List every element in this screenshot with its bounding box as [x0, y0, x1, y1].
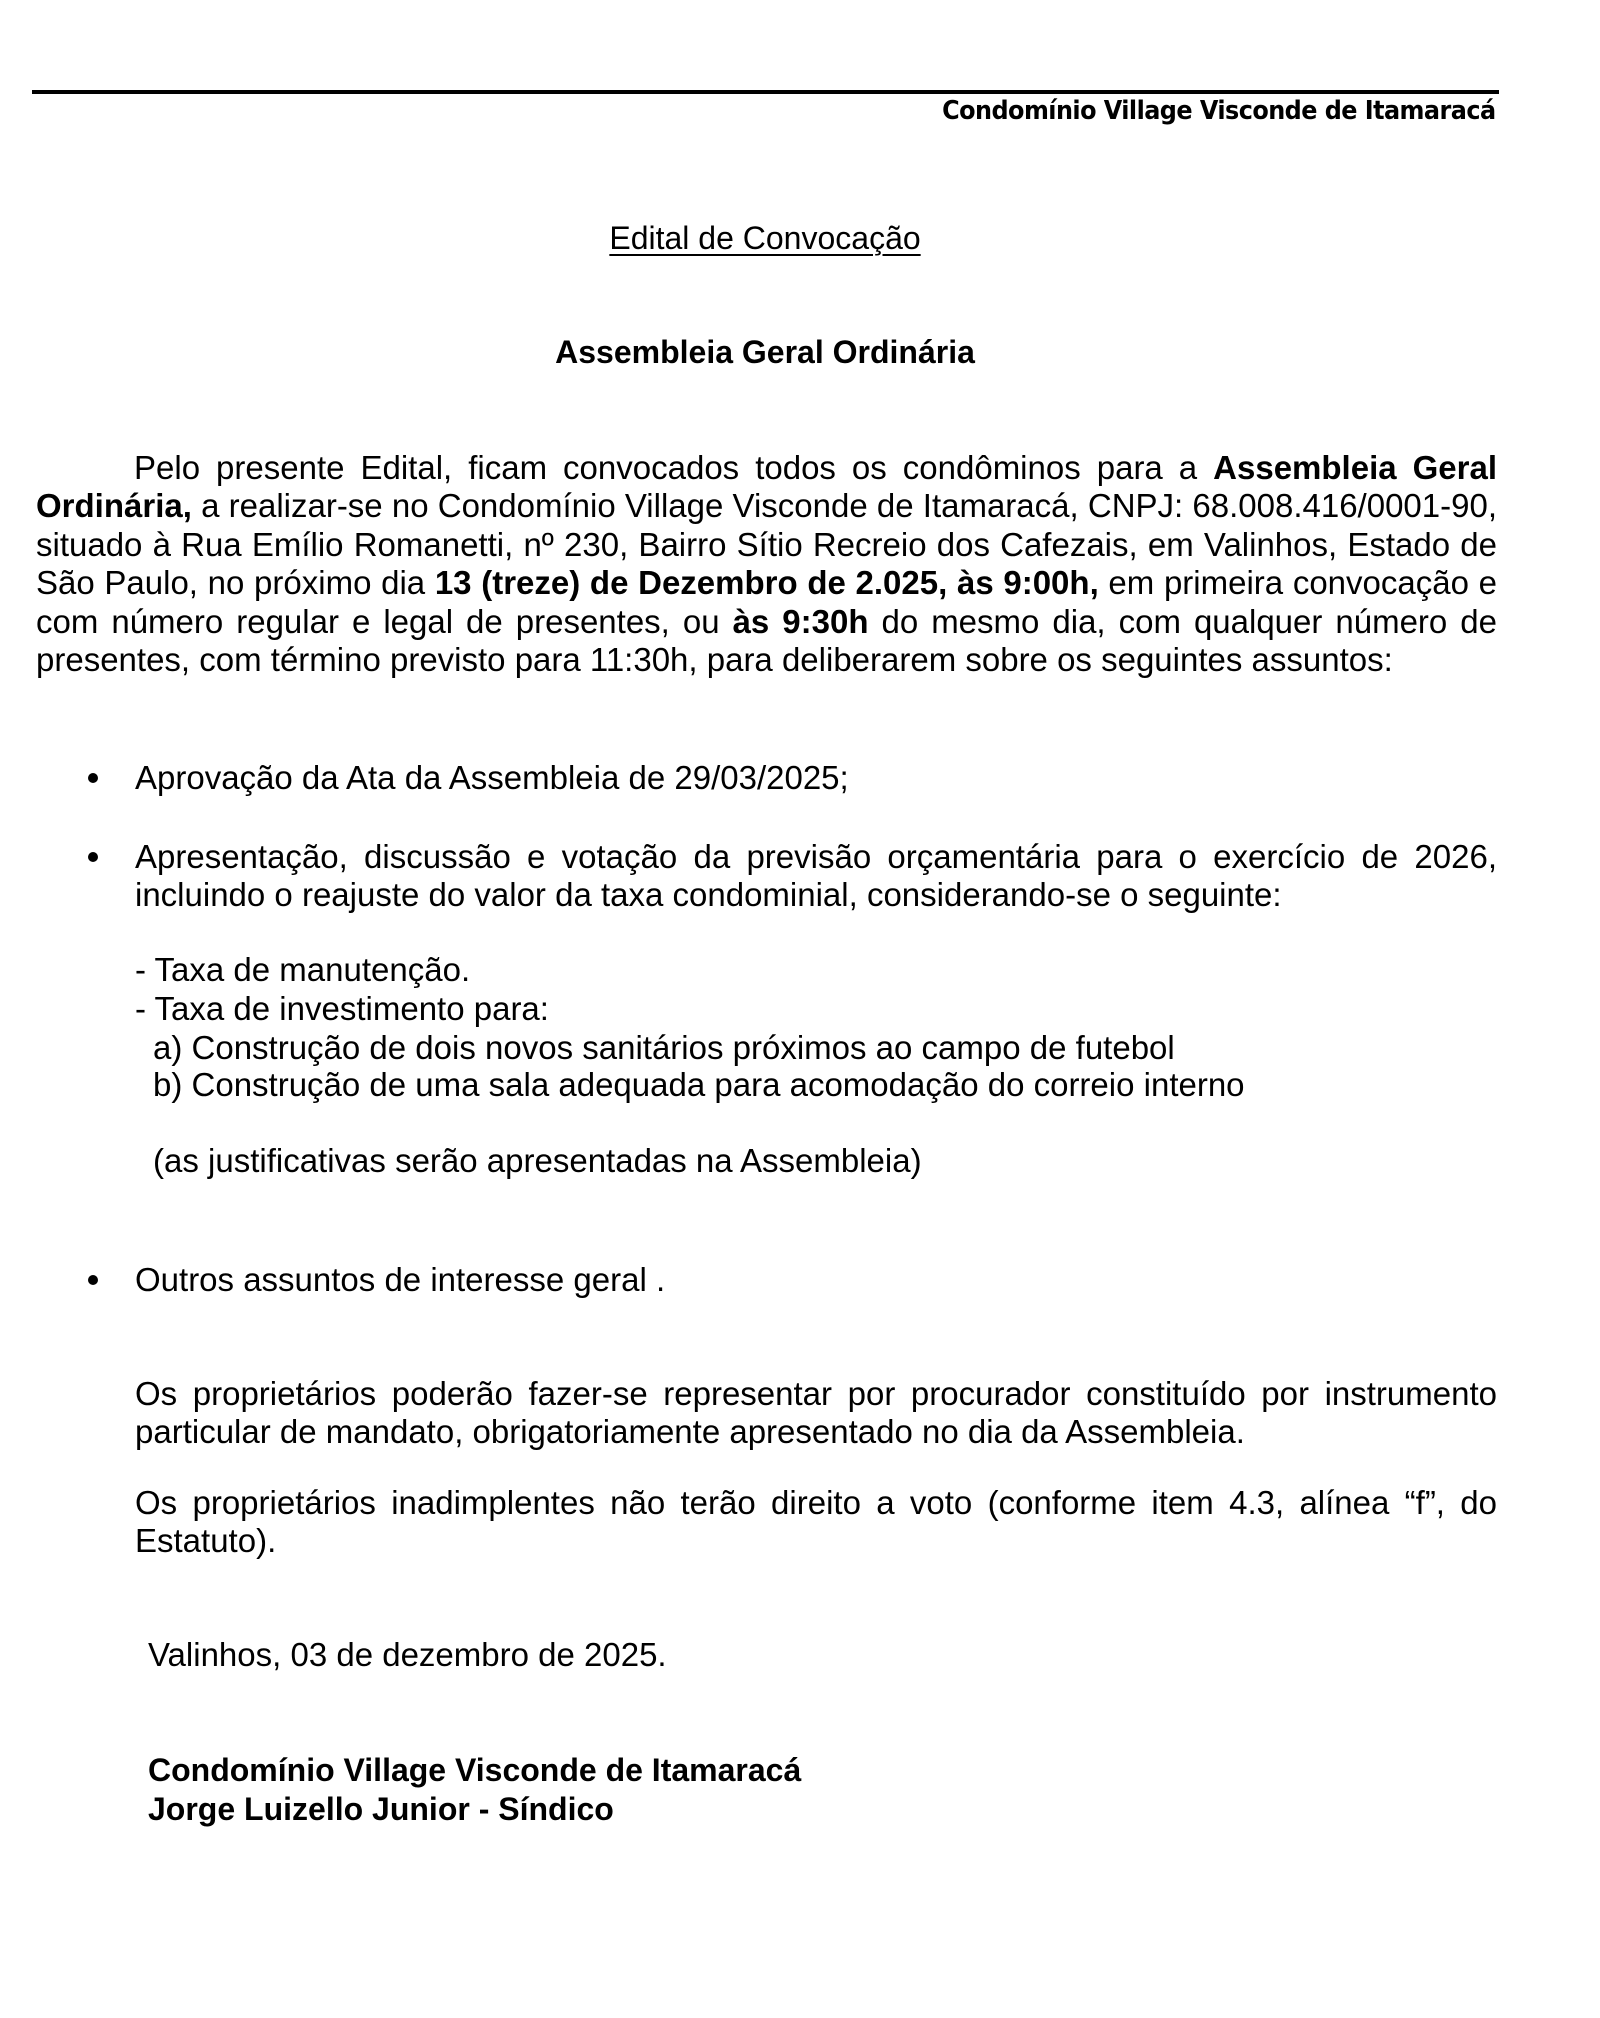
place-date: Valinhos, 03 de dezembro de 2025. [148, 1636, 667, 1673]
signature-organization: Condomínio Village Visconde de Itamaracá [148, 1752, 802, 1788]
agenda-item-text: Apresentação, discussão e votação da previsão orçamentária para o exercício de 2026, incluindo o reajuste do valor da taxa condominial, considerando-se o seguinte: [135, 838, 1497, 914]
agenda-item: Aprovação da Ata da Assembleia de 29/03/2025; [135, 759, 849, 796]
document-subtitle: Assembleia Geral Ordinária [555, 334, 975, 370]
fee-item-a: a) Construção de dois novos sanitários próximos ao campo de futebol [153, 1029, 1175, 1066]
intro-text-2: a realizar-se no Condomínio Village Visconde de Itamaracá, CNPJ: 68.008.416/0001-90, situado à Rua Emílio Romanetti, nº 230, Bairro Sítio Recreio dos Cafezais, em Valinhos, Estado de São Paulo, no próximo dia [36, 487, 1497, 602]
intro-paragraph [36, 449, 1497, 679]
intro-bold-assembly: Assembleia Geral Ordinária, [36, 449, 1497, 525]
delinquent-paragraph [135, 1484, 1497, 1561]
signature-signatory: Jorge Luizello Junior - Síndico [148, 1791, 614, 1827]
header-organization: Condomínio Village Visconde de Itamaracá [942, 96, 1496, 126]
proxy-paragraph [135, 1375, 1497, 1452]
intro-text-4: do mesmo dia, com qualquer número de presentes, com término previsto para 11:30h, para deliberarem sobre os seguintes assuntos: [36, 602, 1497, 679]
bullet-icon [88, 852, 98, 862]
delinquent-paragraph-text: Os proprietários inadimplentes não terão direito a voto (conforme item 4.3, alínea “f”, do Estatuto). [135, 1484, 1497, 1560]
fee-maintenance: - Taxa de manutenção. [135, 951, 471, 988]
intro-bold-second-call: às 9:30h [732, 602, 869, 640]
document-title: Edital de Convocação [609, 220, 921, 256]
intro-text-1: Pelo presente Edital, ficam convocados todos os condôminos para a [134, 449, 1214, 486]
fee-investment: - Taxa de investimento para: [135, 990, 549, 1027]
bullet-icon [88, 773, 98, 783]
intro-text-3: em primeira convocação e com número regular e legal de presentes, ou [36, 564, 1497, 640]
bullet-icon [88, 1275, 98, 1285]
proxy-paragraph-text: Os proprietários poderão fazer-se representar por procurador constituído por instrumento particular de mandato, obrigatoriamente apresentado no dia da Assembleia. [135, 1375, 1497, 1451]
intro-bold-date: 13 (treze) de Dezembro de 2.025, às 9:00h, [434, 564, 1099, 602]
header-rule [32, 90, 1499, 94]
fee-note: (as justificativas serão apresentadas na Assembleia) [153, 1142, 922, 1179]
agenda-item: Outros assuntos de interesse geral . [135, 1261, 666, 1298]
agenda-item [135, 838, 1497, 915]
fee-item-b: b) Construção de uma sala adequada para acomodação do correio interno [153, 1066, 1245, 1103]
